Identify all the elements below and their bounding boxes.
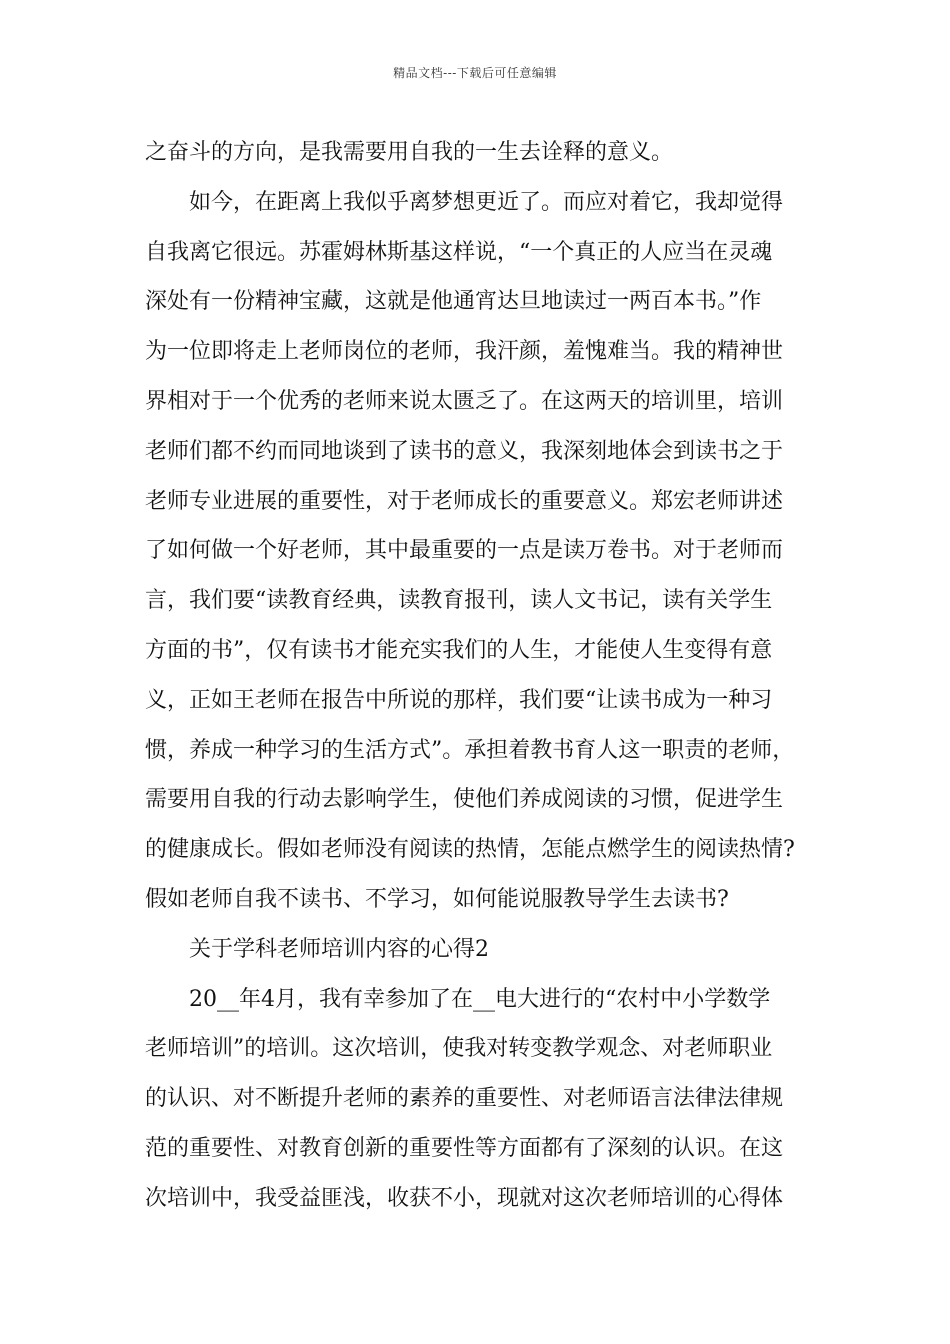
text-line: 次培训中，我受益匪浅，收获不小，现就对这次老师培训的心得体 [145, 1185, 784, 1211]
page-header: 精品文档---下载后可任意编辑 [393, 66, 557, 80]
text-line: 关于学科老师培训内容的心得2 [189, 936, 489, 962]
text-line: 自我离它很远。苏霍姆林斯基这样说，“一个真正的人应当在灵魂 [145, 239, 773, 265]
text-line: 言，我们要“读教育经典，读教育报刊，读人文书记，读有关学生 [145, 588, 773, 614]
text-line: 的认识、对不断提升老师的素养的重要性、对老师语言法律法律规 [145, 1086, 784, 1112]
text-line: 义，正如王老师在报告中所说的那样，我们要“让读书成为一种习 [145, 687, 773, 713]
text-line: 了如何做一个好老师，其中最重要的一点是读万卷书。对于老师而 [145, 538, 784, 564]
text-line: 老师专业进展的重要性，对于老师成长的重要意义。郑宏老师讲述 [145, 488, 784, 514]
text-line: 需要用自我的行动去影响学生，使他们养成阅读的习惯，促进学生 [145, 787, 784, 813]
text-line: 范的重要性、对教育创新的重要性等方面都有了深刻的认识。在这 [145, 1135, 784, 1161]
text-line: 老师培训”的培训。这次培训，使我对转变教学观念、对老师职业 [145, 1036, 773, 1062]
text-line: 的健康成长。假如老师没有阅读的热情，怎能点燃学生的阅读热情? [145, 837, 795, 863]
text-line: 如今，在距离上我似乎离梦想更近了。而应对着它，我却觉得 [189, 189, 784, 215]
document-body [145, 128, 815, 1224]
text-line: 界相对于一个优秀的老师来说太匮乏了。在这两天的培训里，培训 [145, 388, 784, 414]
text-line: 老师们都不约而同地谈到了读书的意义，我深刻地体会到读书之于 [145, 438, 784, 464]
text-line: 为一位即将走上老师岗位的老师，我汗颜，羞愧难当。我的精神世 [145, 339, 784, 365]
text-line: 之奋斗的方向，是我需要用自我的一生去诠释的意义。 [145, 140, 674, 165]
text-line: 假如老师自我不读书、不学习，如何能说服教导学生去读书? [145, 886, 729, 912]
text-line: 深处有一份精神宝藏，这就是他通宵达旦地读过一两百本书。”作 [145, 289, 762, 315]
text-line: 惯，养成一种学习的生活方式”。承担着教书育人这一职责的老师， [145, 737, 795, 763]
text-line: 20__年4月，我有幸参加了在__电大进行的“农村中小学数学 [189, 986, 771, 1012]
text-line: 方面的书”，仅有读书才能充实我们的人生，才能使人生变得有意 [145, 637, 773, 663]
